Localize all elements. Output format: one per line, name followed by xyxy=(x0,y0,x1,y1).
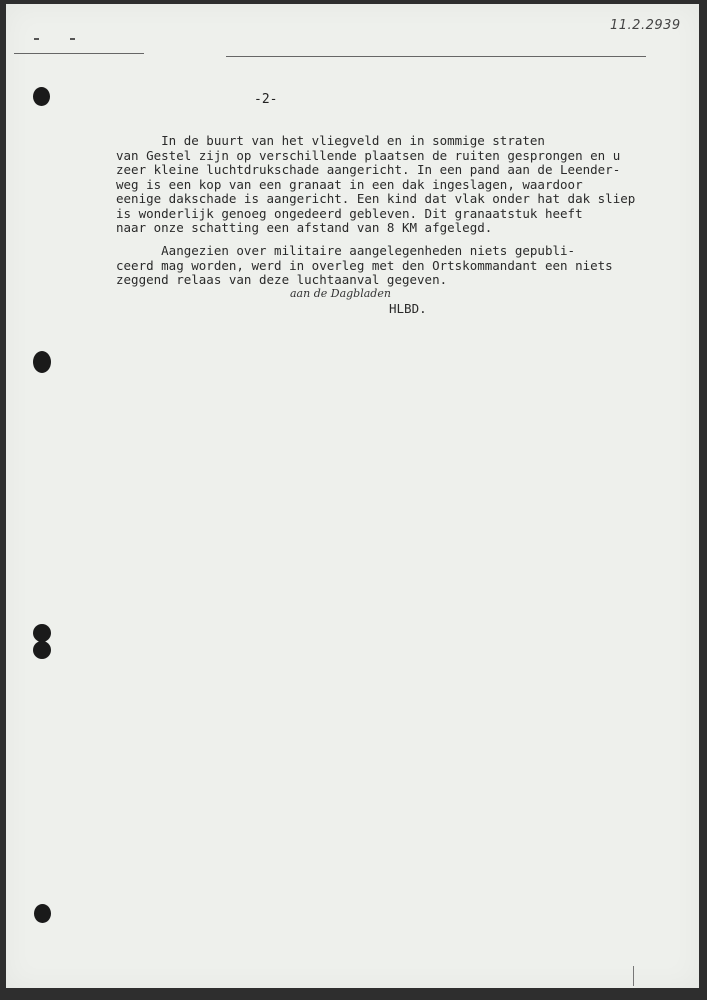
paper-sheet xyxy=(6,4,699,988)
text-line: Aangezien over militaire aangelegenheden niets gepubli- xyxy=(116,243,576,258)
punch-hole xyxy=(33,351,51,373)
punch-hole xyxy=(34,904,51,923)
top-mark xyxy=(34,38,39,40)
top-mark xyxy=(70,38,75,40)
archive-number: 11.2.2939 xyxy=(610,18,681,33)
text-line: zeer kleine luchtdrukschade aangericht. In een pand aan de Leender- xyxy=(116,162,621,177)
text-line: weg is een kop van een granaat in een dak ingeslagen, waardoor xyxy=(116,176,583,192)
signature: HLBD. xyxy=(389,301,427,316)
header-rule xyxy=(14,53,144,54)
text-line: ceerd mag worden, werd in overleg met den Ortskommandant een niets xyxy=(116,257,613,273)
text-line: van Gestel zijn op verschillende plaatsen de ruiten gesprongen en u xyxy=(116,147,621,163)
text-line: zeggend relaas van deze luchtaanval gegeven. xyxy=(116,272,448,287)
paragraph-2 xyxy=(116,244,613,288)
punch-hole xyxy=(33,624,51,642)
punch-hole xyxy=(33,87,50,106)
text-line: eenige dakschade is aangericht. Een kind dat vlak onder hat dak sliep xyxy=(116,191,636,206)
header-rule xyxy=(226,56,646,57)
text-line: naar onze schatting een afstand van 8 KM afgelegd. xyxy=(116,220,493,235)
margin-mark xyxy=(633,966,634,986)
page-number: -2- xyxy=(254,92,278,107)
text-line: is wonderlijk genoeg ongedeerd gebleven. Dit granaatstuk heeft xyxy=(116,205,583,221)
punch-hole xyxy=(33,641,51,659)
handwritten-note: aan de Dagbladen xyxy=(290,287,391,300)
text-line: In de buurt van het vliegveld en in sommige straten xyxy=(116,133,545,148)
paragraph-1 xyxy=(116,134,635,236)
